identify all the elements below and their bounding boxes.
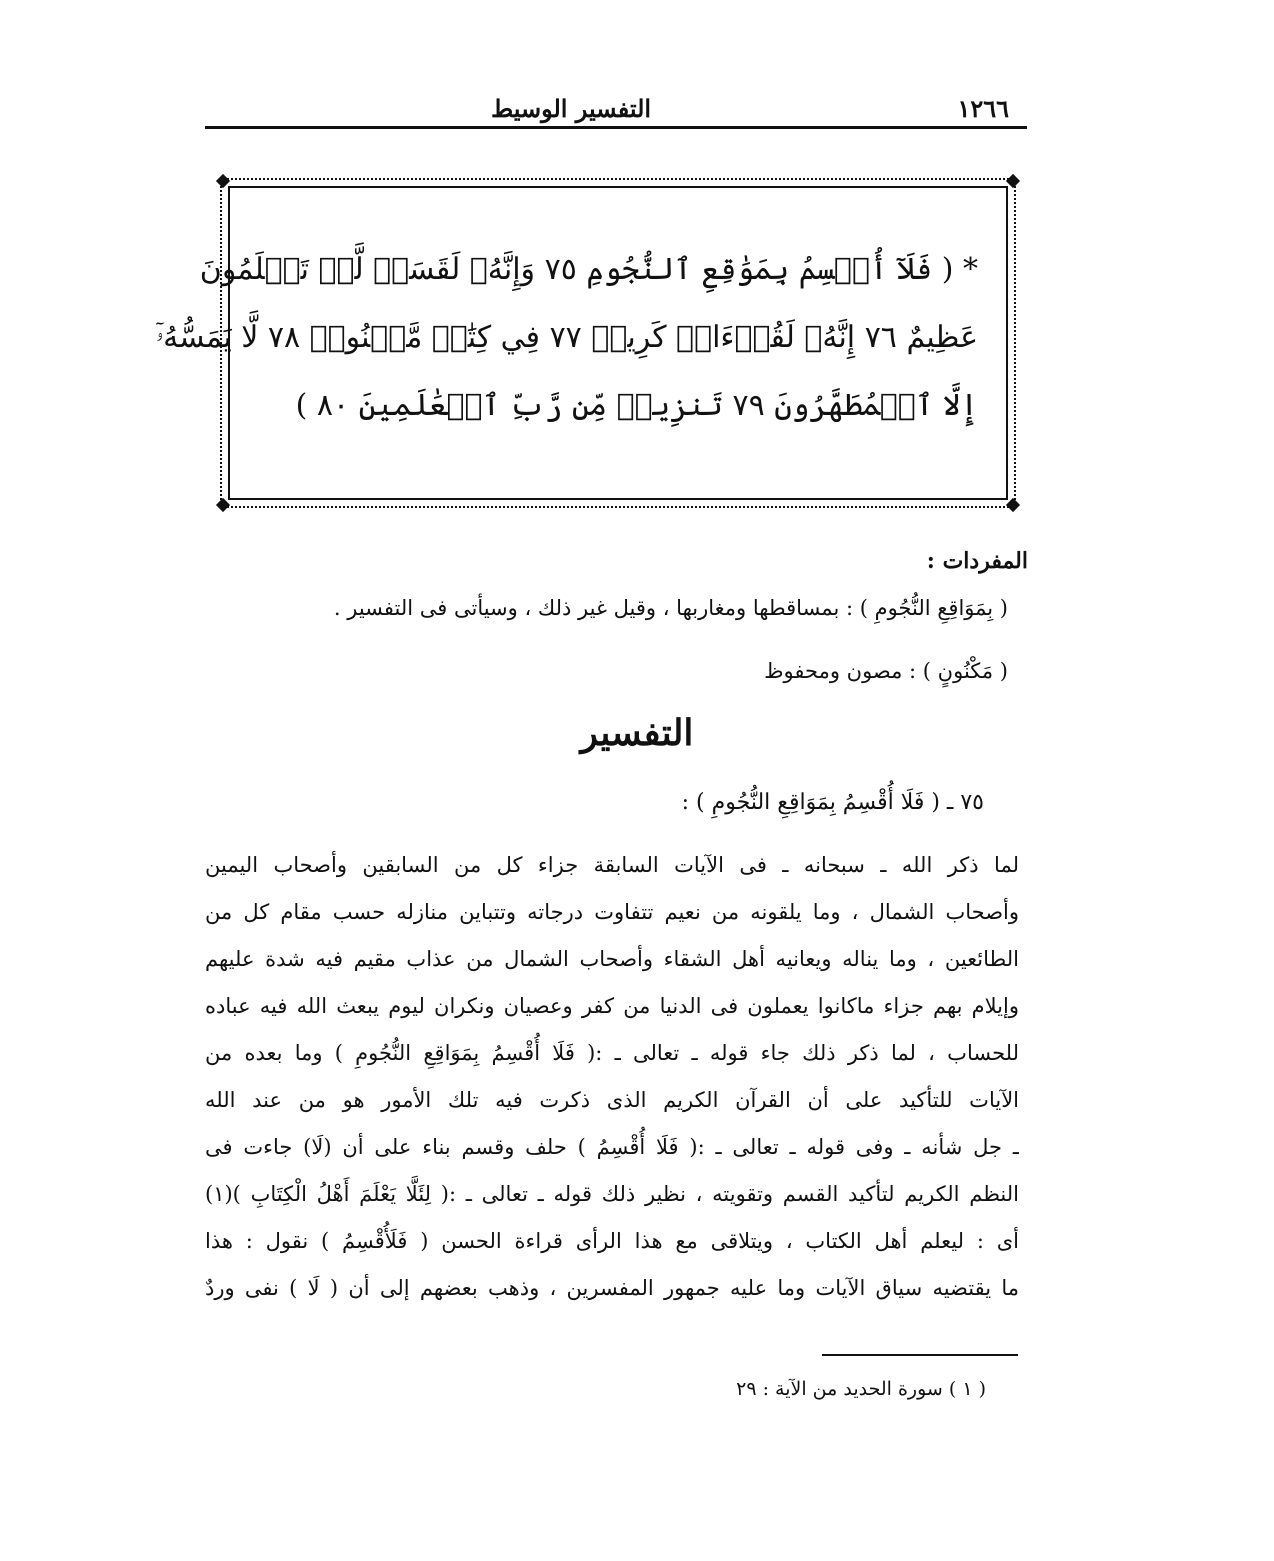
quran-verse-text: [155, 236, 978, 440]
paragraph-line: لما ذكر الله ـ سبحانه ـ فى الآيات السابقة جزاء كل من السابقين وأصحاب اليمين: [205, 853, 1019, 877]
page-number: ١٢٦٦: [957, 94, 1009, 123]
paragraph-line: الطائعين ، وما يناله ويعانيه أهل الشقاء وأصحاب الشمال من عذاب مقيم فيه شدة عليهم: [205, 947, 1019, 971]
book-title: التفسير الوسيط: [490, 94, 652, 123]
header-rule: [205, 126, 1027, 129]
running-header: [205, 92, 1027, 126]
paragraph-line: وإيلام بهم جزاء ماكانوا يعملون فى الدنيا من كفر وعصيان ونكران ليوم يبعث الله فيه عباده: [205, 994, 1019, 1018]
paragraph-line: النظم الكريم لتأكيد القسم وتقويته ، نظير ذلك قوله ـ تعالى ـ :( لِئَلَّا يَعْلَمَ أَهْلُ الْكِتَابِ )(١): [205, 1182, 1019, 1206]
commentary-paragraph: [205, 842, 1019, 1312]
footnote: ( ١ ) سورة الحديد من الآية : ٢٩: [736, 1378, 986, 1400]
frame-corner-ornament: [216, 174, 230, 188]
vocabulary-item: ( بِمَوَاقِعِ النُّجُومِ ) : بمساقطها ومغاربها ، وقيل غير ذلك ، وسيأتى فى التفسير .: [333, 596, 1008, 620]
verse-line: عَظِيمٌ ٧٦ إِنَّهُۥ لَقُرۡءَانٞ كَرِيمٞ ٧٧ فِي كِتَٰبٖ مَّكۡنُونٖ ٧٨ لَّا يَمَسُّهُۥٓ: [155, 320, 978, 355]
verse-heading: ٧٥ ـ ( فَلَا أُقْسِمُ بِمَوَاقِعِ النُّجُومِ ) :: [681, 790, 984, 815]
footnote-rule: [822, 1354, 1018, 1356]
section-title: التفسير: [580, 712, 694, 754]
quran-verse-frame: [155, 186, 1008, 500]
paragraph-line: للحساب ، لما ذكر ذلك جاء قوله ـ تعالى ـ :( فَلَا أُقْسِمُ بِمَوَاقِعِ النُّجُومِ ) وما بعده من: [205, 1041, 1019, 1065]
paragraph-line: وأصحاب الشمال ، وما يلقونه من نعيم تتفاوت درجاته وتتباين منازله حسب مقام كل من: [205, 900, 1019, 924]
frame-corner-ornament: [216, 498, 230, 512]
paragraph-line: أى : ليعلم أهل الكتاب ، ويتلاقى مع هذا الرأى قراءة الحسن ( فَلَأُقْسِمُ ) نقول : هذا: [205, 1229, 1019, 1253]
vocabulary-heading: المفردات :: [926, 548, 1028, 574]
verse-line: * ( فَلَآ أُقۡسِمُ بِمَوَٰقِعِ ٱلنُّجُومِ ٧٥ وَإِنَّهُۥ لَقَسَمٞ لَّوۡ تَعۡلَمُونَ: [199, 252, 978, 287]
vocabulary-item: ( مَكْنُونٍ ) : مصون ومحفوظ: [764, 659, 1008, 683]
paragraph-line: ـ جل شأنه ـ وفى قوله ـ تعالى ـ :( فَلَا أُقْسِمُ ) حلف وقسم بناء على أن (لَا) جاءت فى: [205, 1135, 1019, 1159]
paragraph-line: الآيات للتأكيد على أن القرآن الكريم الذى ذكرت فيه تلك الأمور هو من عند الله: [205, 1088, 1019, 1112]
frame-corner-ornament: [1006, 174, 1020, 188]
paragraph-line: ما يقتضيه سياق الآيات وما عليه جمهور المفسرين ، وذهب بعضهم إلى أن ( لَا ) نفى وردٌ: [205, 1276, 1019, 1300]
verse-line: إِلَّا ٱلۡمُطَهَّرُونَ ٧٩ تَنزِيلٞ مِّن رَّبِّ ٱلۡعَٰلَمِينَ ٨٠ ): [295, 388, 978, 423]
frame-corner-ornament: [1006, 498, 1020, 512]
